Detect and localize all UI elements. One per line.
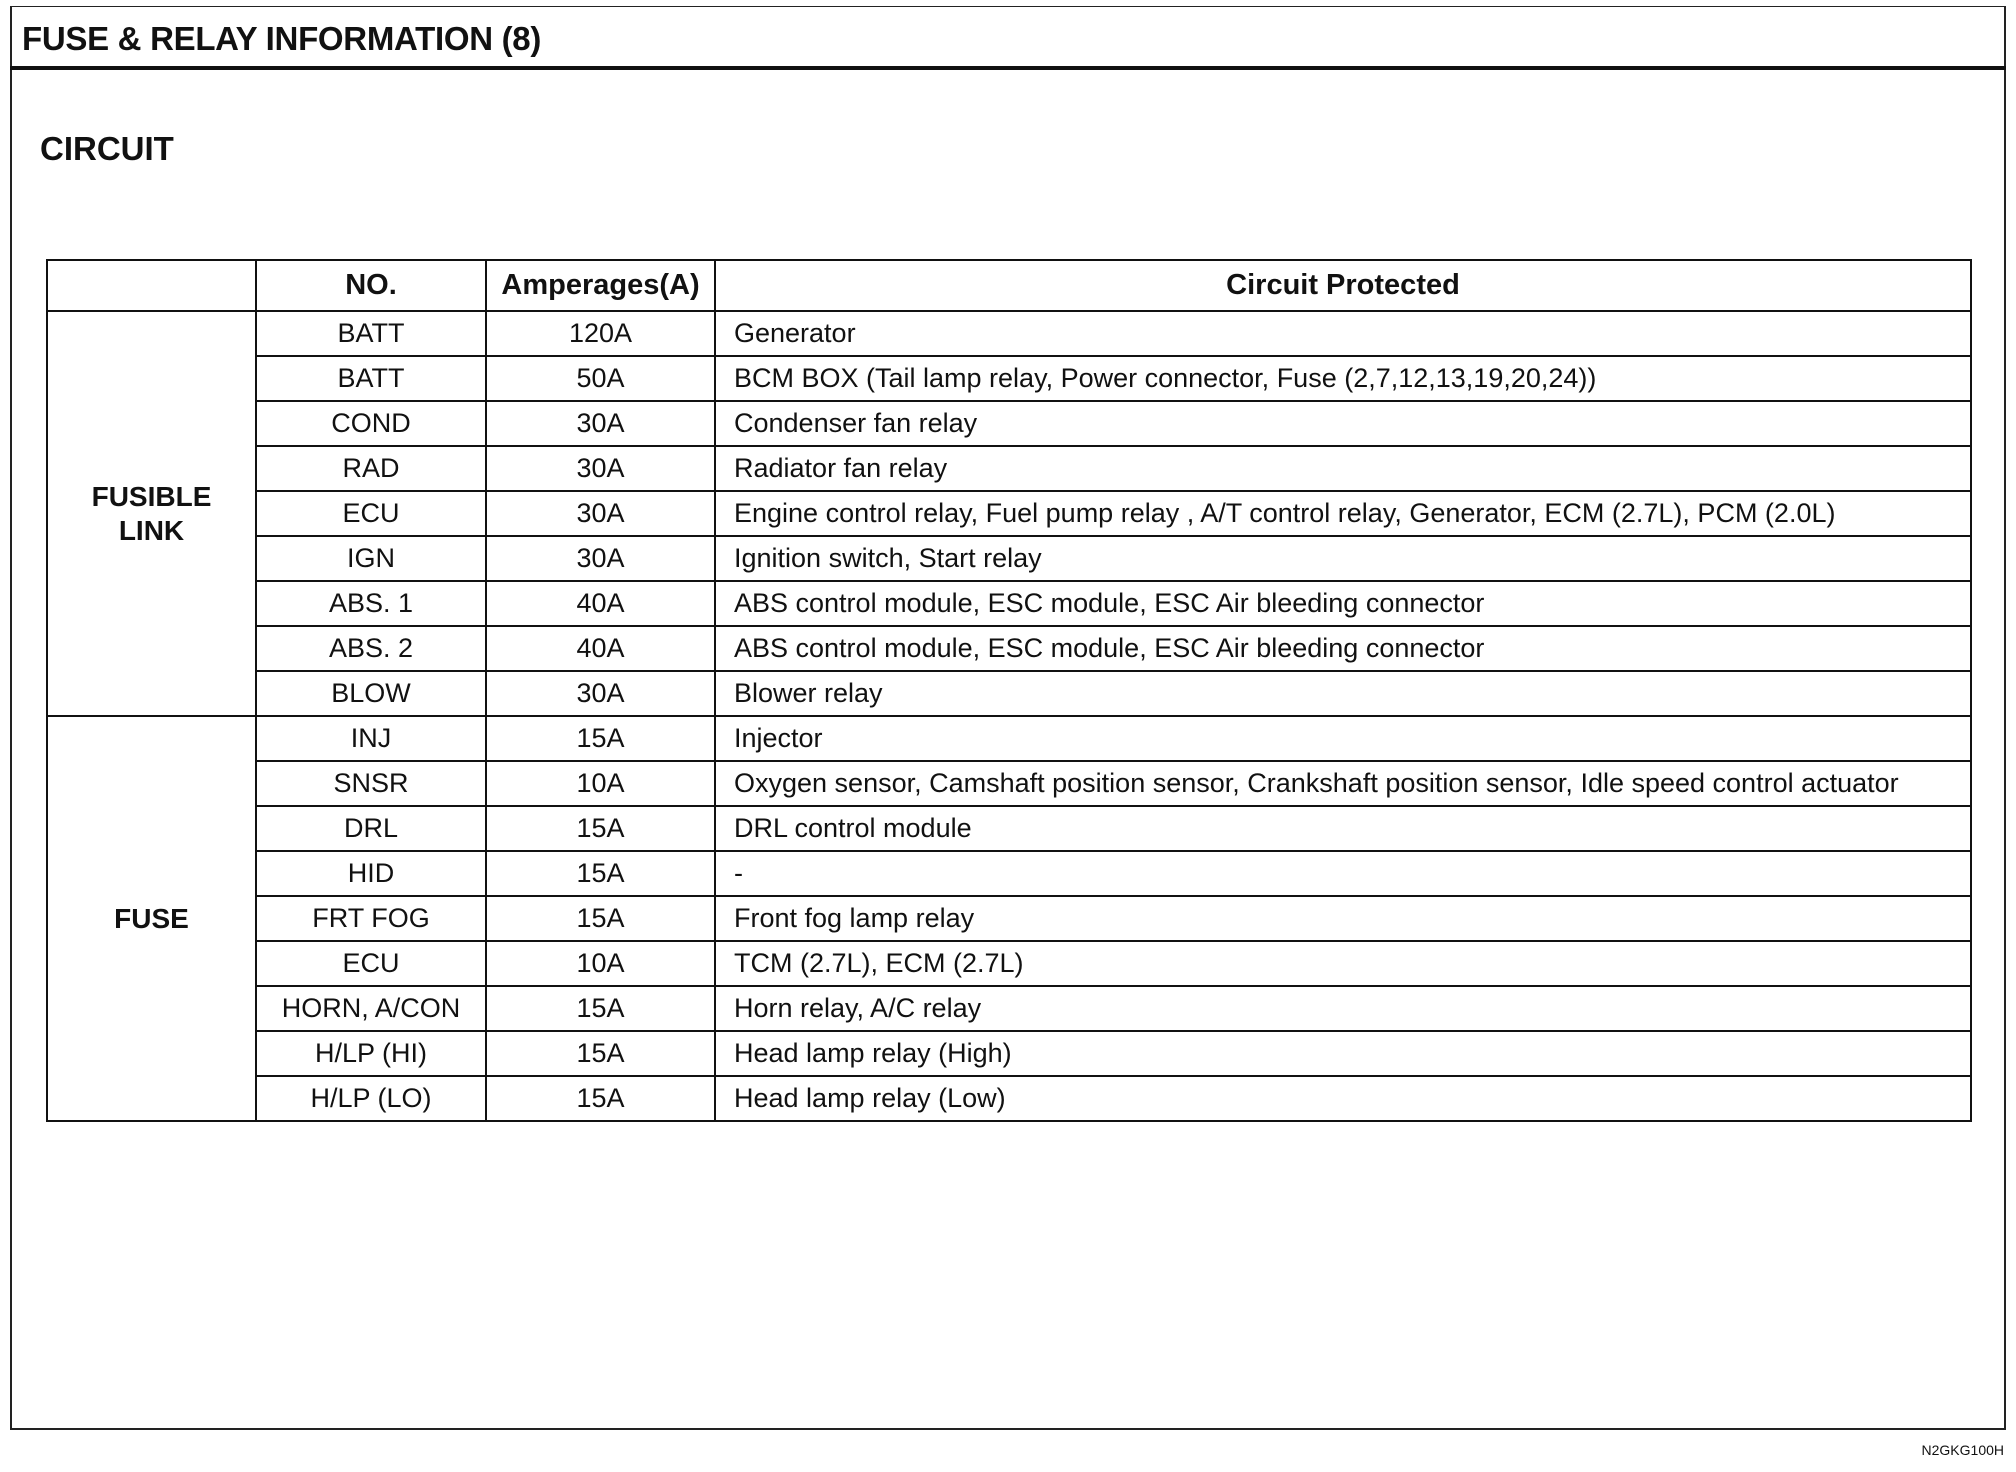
table-row [47, 1076, 1971, 1121]
fuse-number: RAD [256, 446, 486, 491]
fuse-number: ABS. 1 [256, 581, 486, 626]
group-fuse: FUSE [47, 716, 256, 1121]
table-row [47, 446, 1971, 491]
image-code: N2GKG100H [1921, 1442, 2004, 1458]
fuse-number: BATT [256, 311, 486, 356]
circuit-protected: Oxygen sensor, Camshaft position sensor, Crankshaft position sensor, Idle speed control actuator [715, 761, 1971, 806]
column-header-amperage: Amperages(A) [486, 260, 715, 311]
table-row [47, 1031, 1971, 1076]
group-label-line: FUSIBLE [91, 480, 212, 512]
fuse-number: INJ [256, 716, 486, 761]
table-row [47, 626, 1971, 671]
column-header-no: NO. [256, 260, 486, 311]
fuse-amperage: 10A [486, 761, 715, 806]
fuse-amperage: 40A [486, 581, 715, 626]
group-fusible-link [47, 311, 256, 716]
fuse-amperage: 30A [486, 401, 715, 446]
fuse-amperage: 15A [486, 1076, 715, 1121]
fuse-number: H/LP (HI) [256, 1031, 486, 1076]
circuit-protected: Head lamp relay (High) [715, 1031, 1971, 1076]
fuse-amperage: 30A [486, 491, 715, 536]
fuse-amperage: 15A [486, 986, 715, 1031]
fuse-number: FRT FOG [256, 896, 486, 941]
circuit-protected: DRL control module [715, 806, 1971, 851]
circuit-protected: Ignition switch, Start relay [715, 536, 1971, 581]
circuit-protected: Generator [715, 311, 1971, 356]
fuse-amperage: 15A [486, 851, 715, 896]
fuse-amperage: 120A [486, 311, 715, 356]
circuit-protected: Front fog lamp relay [715, 896, 1971, 941]
table-row [47, 806, 1971, 851]
circuit-protected: BCM BOX (Tail lamp relay, Power connector, Fuse (2,7,12,13,19,20,24)) [715, 356, 1971, 401]
fuse-amperage: 15A [486, 1031, 715, 1076]
fuse-amperage: 15A [486, 806, 715, 851]
table-row [47, 716, 1971, 761]
table-row [47, 851, 1971, 896]
page-title: FUSE & RELAY INFORMATION (8) [22, 20, 542, 57]
table-row [47, 356, 1971, 401]
table-row [47, 491, 1971, 536]
fuse-amperage: 50A [486, 356, 715, 401]
fuse-amperage: 30A [486, 536, 715, 581]
fuse-number: COND [256, 401, 486, 446]
circuit-protected: Injector [715, 716, 1971, 761]
fuse-amperage: 15A [486, 896, 715, 941]
fuse-number: H/LP (LO) [256, 1076, 486, 1121]
circuit-protected: - [715, 851, 1971, 896]
table-row [47, 581, 1971, 626]
circuit-protected: ABS control module, ESC module, ESC Air bleeding connector [715, 626, 1971, 671]
fuse-number: SNSR [256, 761, 486, 806]
circuit-protected: Engine control relay, Fuel pump relay , A/T control relay, Generator, ECM (2.7L), PCM (2.0L) [715, 491, 1971, 536]
fuse-number: IGN [256, 536, 486, 581]
table-row [47, 761, 1971, 806]
fuse-amperage: 30A [486, 446, 715, 491]
column-header-group [47, 260, 256, 311]
fuse-number: HID [256, 851, 486, 896]
fuse-relay-table [46, 259, 1972, 1122]
table-row [47, 311, 1971, 356]
fuse-amperage: 30A [486, 671, 715, 716]
circuit-protected: TCM (2.7L), ECM (2.7L) [715, 941, 1971, 986]
fuse-number: DRL [256, 806, 486, 851]
circuit-protected: Horn relay, A/C relay [715, 986, 1971, 1031]
fuse-number: ABS. 2 [256, 626, 486, 671]
fuse-number: ECU [256, 491, 486, 536]
table-row [47, 986, 1971, 1031]
fuse-amperage: 10A [486, 941, 715, 986]
fuse-number: HORN, A/CON [256, 986, 486, 1031]
table-row [47, 671, 1971, 716]
fuse-number: BATT [256, 356, 486, 401]
circuit-protected: Condenser fan relay [715, 401, 1971, 446]
group-label-line: LINK [118, 514, 185, 546]
table-row [47, 401, 1971, 446]
fuse-amperage: 15A [486, 716, 715, 761]
section-title: CIRCUIT [40, 130, 174, 167]
fuse-number: ECU [256, 941, 486, 986]
table-header-row [47, 260, 1971, 311]
circuit-protected: Blower relay [715, 671, 1971, 716]
circuit-protected: ABS control module, ESC module, ESC Air bleeding connector [715, 581, 1971, 626]
table-row [47, 896, 1971, 941]
table-row [47, 536, 1971, 581]
circuit-protected: Radiator fan relay [715, 446, 1971, 491]
column-header-circuit: Circuit Protected [715, 260, 1971, 311]
circuit-protected: Head lamp relay (Low) [715, 1076, 1971, 1121]
fuse-amperage: 40A [486, 626, 715, 671]
fuse-number: BLOW [256, 671, 486, 716]
table-row [47, 941, 1971, 986]
